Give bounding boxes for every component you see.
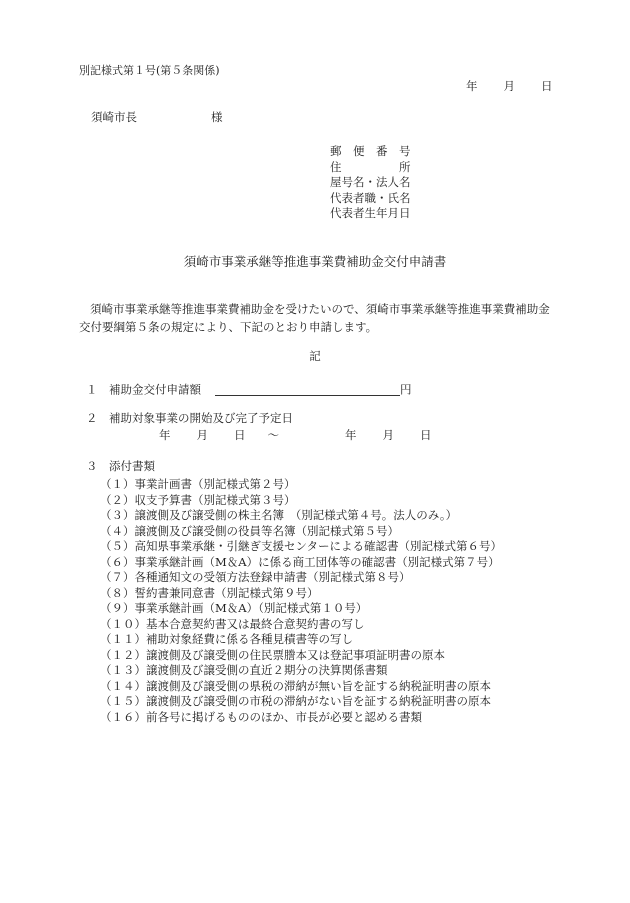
- list-item: （４）譲渡側及び譲受側の役員等名簿（別記様式第５号）: [100, 523, 399, 538]
- item3-label: ３ 添付書類: [86, 459, 155, 473]
- end-year: 年: [345, 428, 357, 442]
- list-item: （１６）前各号に掲げるもののほか、市長が必要と認める書類: [100, 709, 422, 724]
- end-month: 月: [382, 428, 394, 442]
- list-item: （１５）譲渡側及び譲受側の市税の滞納がない旨を証する納税証明書の原本: [100, 694, 491, 708]
- form-number: 別記様式第１号(第５条関係): [79, 64, 220, 77]
- list-item: （１）事業計画書（別記様式第２号）: [100, 477, 296, 491]
- addressee: [91, 112, 223, 124]
- body-text: 須崎市事業承継等推進事業費補助金を受けたいので、須崎市事業承継等推進事業費補助金交付要綱第５条の規定により、下記のとおり申請します。: [79, 302, 550, 334]
- list-item: （６）事業承継計画（M＆A）に係る商工団体等の確認書（別記様式第７号）: [100, 554, 500, 569]
- business-name-label: 屋号名・法人名: [330, 175, 411, 189]
- date-separator: ～: [267, 428, 279, 442]
- item-subsidy-amount: [86, 382, 412, 396]
- list-item: （１２）譲渡側及び譲受側の住民票謄本又は登記事項証明書の原本: [100, 647, 445, 662]
- list-item: （８）誓約書兼同意書（別記様式第９号）: [100, 585, 319, 600]
- addressee-honorific: 様: [211, 110, 223, 124]
- date-day: 日: [541, 79, 553, 93]
- list-item: （２）収支予算書（別記様式第３号）: [100, 492, 296, 507]
- list-item: （５）高知県事業承継・引継ぎ支援センターによる確認書（別記様式第６号）: [100, 539, 503, 553]
- date-year: 年: [466, 79, 478, 93]
- list-item: （７）各種通知文の受領方法登録申請書（別記様式第８号）: [100, 570, 411, 584]
- representative-name-label: 代表者職・氏名: [330, 190, 411, 205]
- list-item: （１４）譲渡側及び譲受側の県税の滞納が無い旨を証する納税証明書の原本: [100, 678, 491, 693]
- date-month: 月: [503, 79, 515, 93]
- list-item: （１１）補助対象経費に係る各種見積書等の写し: [100, 632, 353, 646]
- representative-birthdate-label: 代表者生年月日: [330, 206, 411, 220]
- application-date: [466, 81, 553, 93]
- address-label: 住 所: [330, 159, 411, 174]
- item2-dates: [159, 430, 432, 442]
- amount-blank-line: [215, 382, 400, 396]
- item1-label: １ 補助金交付申請額: [86, 382, 201, 397]
- amount-unit: 円: [400, 382, 412, 397]
- start-month: 月: [196, 428, 208, 442]
- list-item: （９）事業承継計画（M＆A）（別記様式第１０号）: [100, 601, 368, 615]
- postal-code-label: 郵 便 番 号: [330, 144, 411, 158]
- addressee-name: 須崎市長: [91, 110, 137, 124]
- applicant-fields: [330, 144, 411, 222]
- ki-heading: 記: [309, 349, 321, 363]
- item2-label: ２ 補助対象事業の開始及び完了予定日: [86, 411, 293, 425]
- list-item: （３）譲渡側及び譲受側の株主名簿 （別記様式第４号。法人のみ。）: [100, 508, 458, 522]
- start-day: 日: [234, 428, 246, 442]
- end-day: 日: [420, 428, 432, 442]
- document-title: 須崎市事業承継等推進事業費補助金交付申請書: [183, 254, 447, 269]
- list-item: （１０）基本合意契約書又は最終合意契約書の写し: [100, 616, 365, 631]
- attachment-list: [100, 477, 502, 725]
- start-year: 年: [159, 428, 171, 442]
- list-item: （１３）譲渡側及び譲受側の直近２期分の決算関係書類: [100, 663, 388, 677]
